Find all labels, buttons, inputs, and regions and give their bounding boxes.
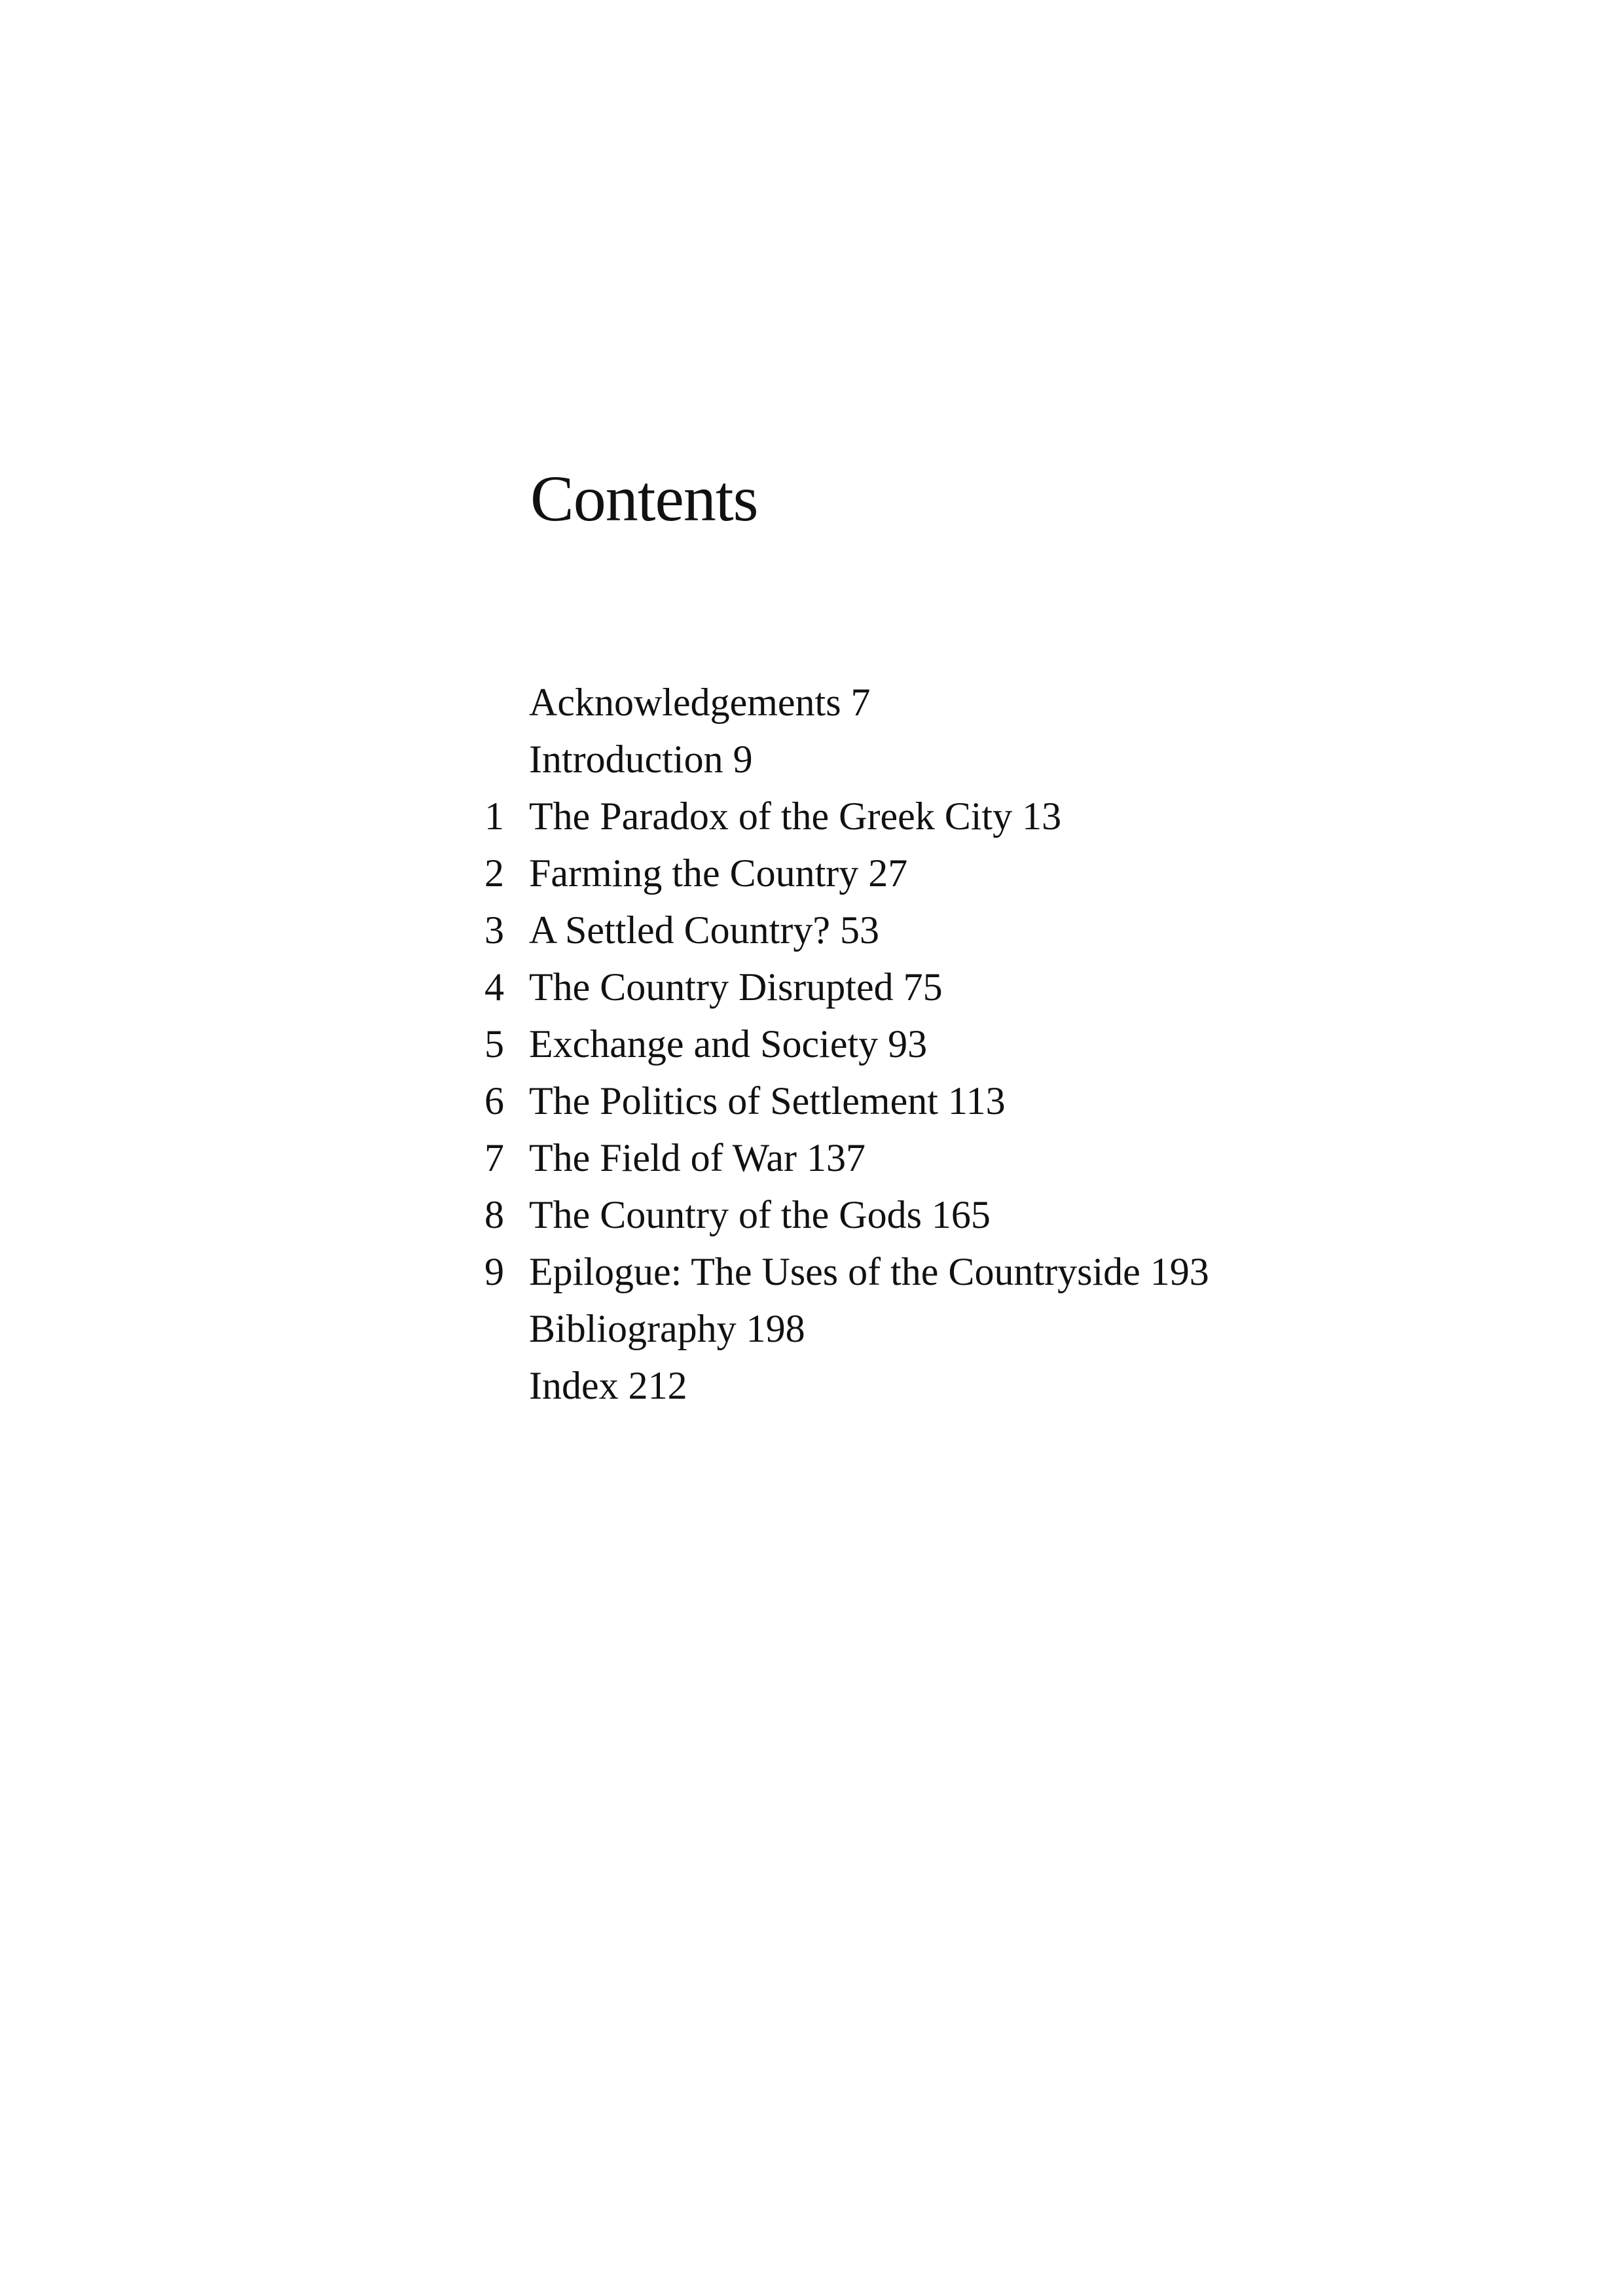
page-number: 53 (839, 908, 879, 952)
page-number: 93 (888, 1022, 928, 1066)
chapter-number: 1 (484, 795, 504, 838)
entry-title: Introduction (529, 738, 723, 781)
toc-entry (484, 1300, 1209, 1357)
chapter-number: 5 (484, 1022, 504, 1066)
toc-entry (484, 1187, 1209, 1244)
page-number: 165 (931, 1193, 991, 1236)
toc-entry (484, 674, 1209, 731)
page-number: 212 (628, 1364, 687, 1407)
entry-title: The Country Disrupted (529, 965, 894, 1009)
toc-entry (484, 1016, 1209, 1073)
entry-title: Epilogue: The Uses of the Countryside (529, 1250, 1140, 1293)
page-number: 13 (1022, 795, 1062, 838)
entry-title: Exchange and Society (529, 1022, 879, 1066)
toc-entry (484, 959, 1209, 1016)
entry-title: The Politics of Settlement (529, 1079, 938, 1122)
entry-title: Index (529, 1364, 619, 1407)
page-number: 27 (868, 852, 908, 895)
page-number: 75 (903, 965, 943, 1009)
table-of-contents (484, 674, 1209, 1414)
toc-entry (484, 788, 1209, 845)
entry-title: The Field of War (529, 1136, 797, 1179)
page-title: Contents (530, 462, 758, 535)
chapter-number: 7 (484, 1136, 504, 1179)
page-number: 113 (947, 1079, 1006, 1122)
entry-title: The Country of the Gods (529, 1193, 922, 1236)
toc-entry (484, 1357, 1209, 1414)
chapter-number: 8 (484, 1193, 504, 1236)
toc-entry (484, 1244, 1209, 1300)
entry-title: Acknowledgements (529, 681, 841, 724)
entry-title: Bibliography (529, 1307, 737, 1350)
entry-title: Farming the Country (529, 852, 859, 895)
toc-entry (484, 1130, 1209, 1187)
chapter-number: 6 (484, 1079, 504, 1122)
toc-entry (484, 845, 1209, 902)
page-number: 193 (1150, 1250, 1209, 1293)
chapter-number: 9 (484, 1250, 504, 1293)
toc-entry (484, 902, 1209, 959)
entry-title: The Paradox of the Greek City (529, 795, 1013, 838)
entry-title: A Settled Country? (529, 908, 830, 952)
chapter-number: 2 (484, 852, 504, 895)
chapter-number: 4 (484, 965, 504, 1009)
page-number: 7 (850, 681, 871, 724)
page-number: 9 (733, 738, 753, 781)
chapter-number: 3 (484, 908, 504, 952)
toc-entry (484, 731, 1209, 788)
page-number: 137 (806, 1136, 866, 1179)
page-number: 198 (746, 1307, 805, 1350)
toc-entry (484, 1073, 1209, 1130)
